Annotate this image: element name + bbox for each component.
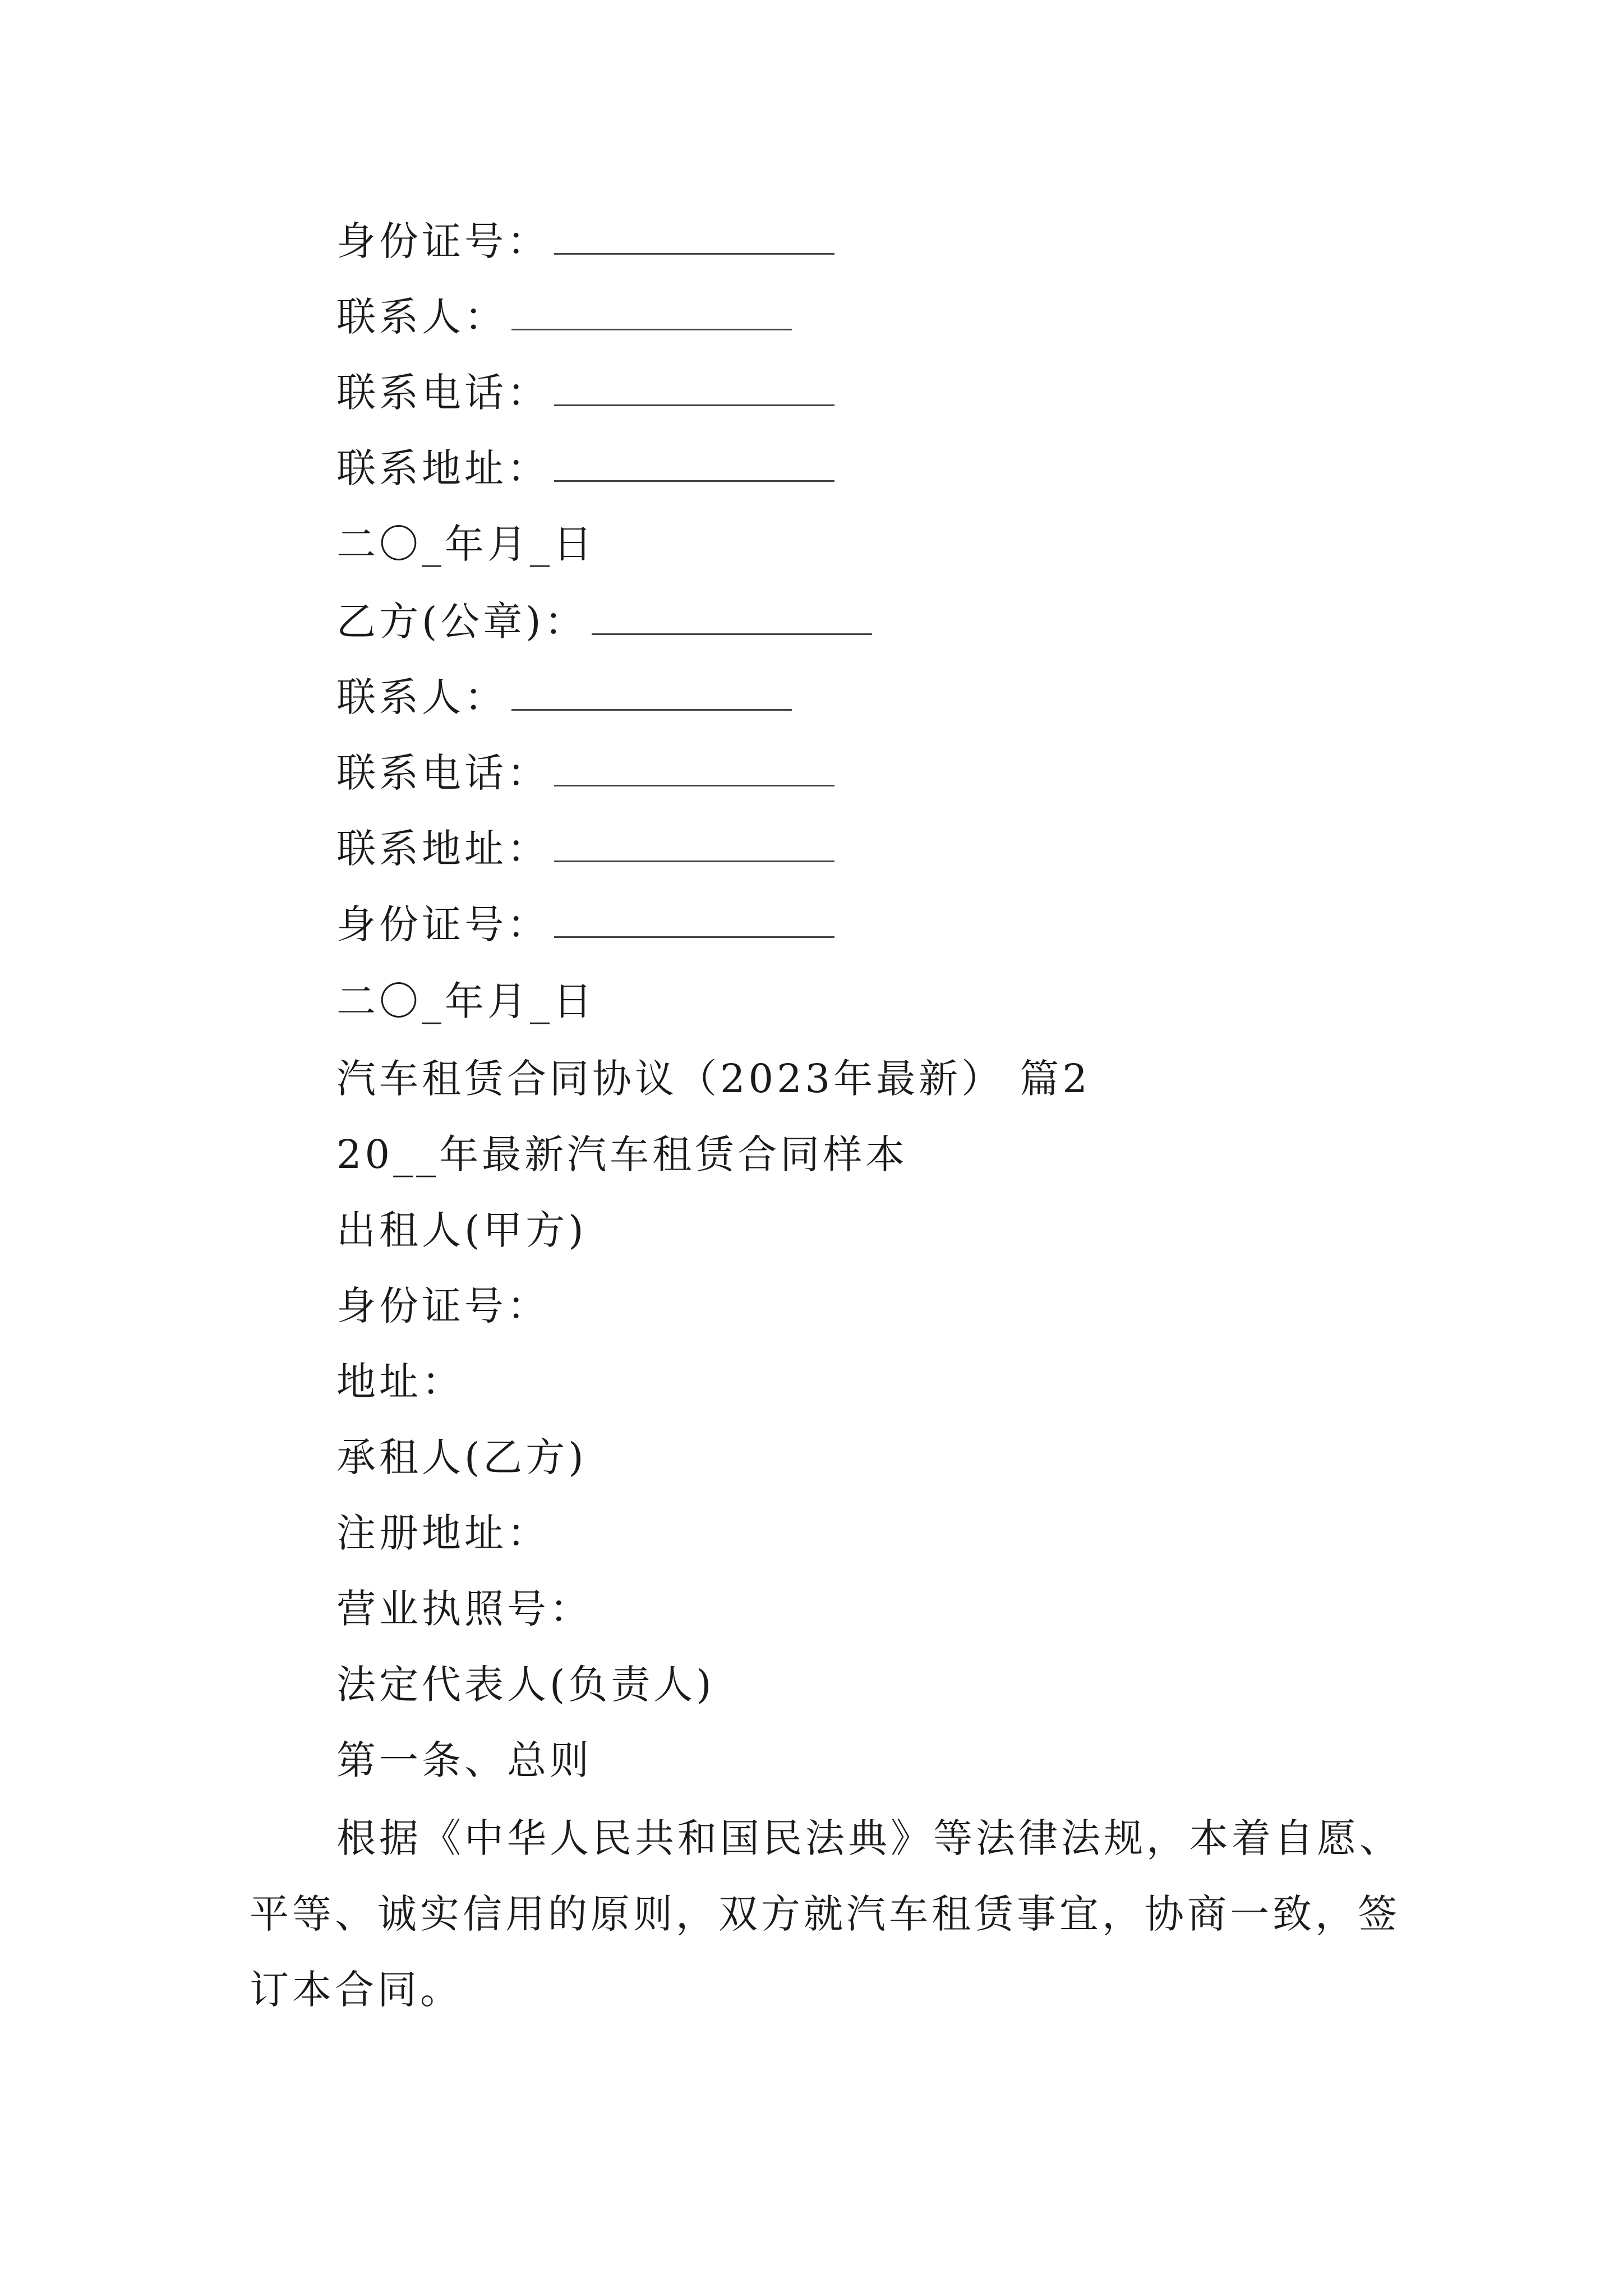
contact-phone-label: 联系电话： (336, 750, 550, 796)
id-number-blank[interactable] (554, 251, 834, 255)
contact-phone-blank[interactable] (554, 783, 834, 786)
sample-title (336, 1131, 909, 1177)
section-title (336, 1056, 1091, 1102)
contact-address-line-a (336, 445, 834, 491)
contact-phone-blank[interactable] (554, 402, 834, 406)
date-text: 二〇_年月_日 (336, 521, 596, 567)
legal-representative-label: 法定代表人(负责人) (336, 1662, 715, 1708)
party-b-seal-blank[interactable] (592, 631, 872, 635)
contact-address-line-b (336, 826, 834, 872)
lessee-label: 承租人(乙方) (336, 1434, 587, 1480)
id-number-line-b (336, 901, 834, 947)
lessor-label: 出租人(甲方) (336, 1207, 587, 1253)
date-text: 二〇_年月_日 (336, 978, 596, 1024)
section-title-text: 汽车租赁合同协议（2023年最新） 篇2 (336, 1056, 1091, 1102)
article-one-heading (336, 1737, 592, 1783)
registered-address-line (336, 1510, 550, 1556)
id-number-label: 身份证号： (336, 901, 550, 947)
lessor-id-label: 身份证号： (336, 1283, 550, 1329)
contact-address-label: 联系地址： (336, 826, 550, 872)
contact-phone-line-a (336, 370, 834, 416)
party-b-seal-line (336, 599, 872, 645)
contact-person-label: 联系人： (336, 294, 507, 340)
contact-phone-line-b (336, 750, 834, 796)
lessor-id-line (336, 1283, 550, 1329)
party-b-seal-label: 乙方(公章)： (336, 599, 587, 645)
article-one-text: 第一条、总则 (336, 1737, 592, 1783)
id-number-blank[interactable] (554, 934, 834, 938)
contact-phone-label: 联系电话： (336, 370, 550, 416)
lessee-line (336, 1434, 587, 1480)
contact-address-label: 联系地址： (336, 445, 550, 491)
contact-person-line-b (336, 674, 792, 720)
contact-address-blank[interactable] (554, 478, 834, 482)
registered-address-label: 注册地址： (336, 1510, 550, 1556)
id-number-line-a (336, 218, 834, 264)
contact-person-blank[interactable] (511, 707, 792, 711)
intro-paragraph: 根据《中华人民共和国民法典》等法律法规，本着自愿、平等、诚实信用的原则，双方就汽车租赁事宜，协商一致，签订本合同。 (250, 1815, 1402, 2013)
lessor-line (336, 1207, 587, 1253)
contact-person-line-a (336, 294, 792, 340)
sample-title-text: 20__年最新汽车租赁合同样本 (336, 1131, 909, 1177)
lessor-address-line (336, 1359, 464, 1405)
id-number-label: 身份证号： (336, 218, 550, 264)
business-license-label: 营业执照号： (336, 1586, 592, 1632)
contact-person-label: 联系人： (336, 674, 507, 720)
contact-address-blank[interactable] (554, 858, 834, 862)
legal-representative-line (336, 1662, 715, 1708)
business-license-line (336, 1586, 592, 1632)
lessor-address-label: 地址： (336, 1359, 464, 1405)
date-line-a (336, 521, 596, 567)
date-line-b (336, 978, 596, 1024)
contact-person-blank[interactable] (511, 326, 792, 330)
